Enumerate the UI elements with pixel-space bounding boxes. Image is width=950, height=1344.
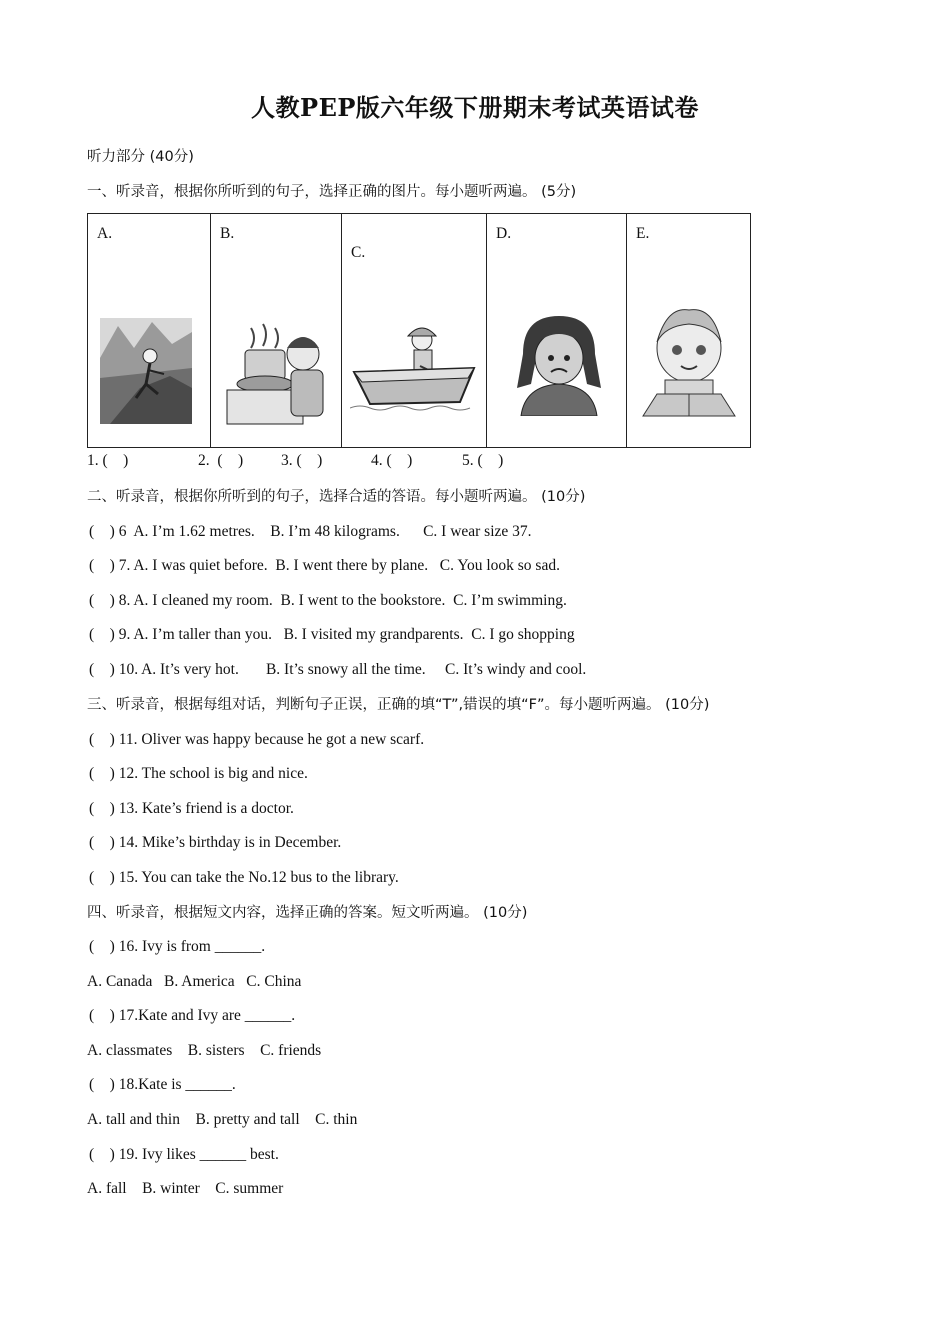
question-item: ( ) 16. Ivy is from ______. [89,938,266,955]
question-item: ( ) 8. A. I cleaned my room. B. I went to the bookstore. C. I’m swimming. [89,592,567,609]
listening-header: 听力部分 (40分) [87,149,194,165]
question-item: ( ) 18.Kate is ______. [89,1076,236,1093]
section2-heading: 二、听录音，根据你所听到的句子，选择合适的答语。每小题听两遍。 (10分) [87,489,586,505]
answer-blank-5[interactable]: 5. ( ) [462,452,504,469]
answer-options: A. classmates B. sisters C. friends [87,1042,322,1059]
picture-table [87,213,751,448]
section3-heading: 三、听录音，根据每组对话，判断句子正误，正确的填“T”,错误的填“F”。每小题听两遍。 (10分) [87,697,710,713]
question-item: ( ) 12. The school is big and nice. [89,765,308,782]
section1-heading: 一、听录音，根据你所听到的句子，选择正确的图片。每小题听两遍。 (5分) [87,184,577,200]
option-label-b: B. [220,225,235,242]
option-label-a: A. [97,225,113,242]
answer-options: A. Canada B. America C. China [87,973,302,990]
question-item: ( ) 15. You can take the No.12 bus to the library. [89,869,399,886]
picture-cell-c [342,214,487,448]
picture-cell-b [211,214,342,448]
answer-options: A. fall B. winter C. summer [87,1180,284,1197]
picture-cell-d [487,214,627,448]
picture-cell-a [88,214,211,448]
answer-options: A. tall and thin B. pretty and tall C. thin [87,1111,358,1128]
question-item: ( ) 11. Oliver was happy because he got a new scarf. [89,731,425,748]
boy-climbing-mountain-image [100,318,192,424]
question-item: ( ) 17.Kate and Ivy are ______. [89,1007,296,1024]
boy-rowing-boat-image [350,322,480,412]
page-title: 人教PEP版六年级下册期末考试英语试卷 [251,93,699,122]
question-item: ( ) 7. A. I was quiet before. B. I went there by plane. C. You look so sad. [89,557,560,574]
option-label-e: E. [636,225,650,242]
question-item: ( ) 10. A. It’s very hot. B. It’s snowy all the time. C. It’s windy and cool. [89,661,587,678]
picture-cell-e [627,214,751,448]
question-item: ( ) 19. Ivy likes ______ best. [89,1146,279,1163]
answer-blank-2[interactable]: 2. ( ) [198,452,244,469]
question-item: ( ) 13. Kate’s friend is a doctor. [89,800,294,817]
answer-blank-3[interactable]: 3. ( ) [281,452,323,469]
option-label-c: C. [351,244,366,261]
boy-eating-hotpot-image [221,318,329,426]
question-item: ( ) 14. Mike’s birthday is in December. [89,834,342,851]
section4-heading: 四、听录音，根据短文内容，选择正确的答案。短文听两遍。 (10分) [87,905,528,921]
answer-blank-1[interactable]: 1. ( ) [87,452,129,469]
option-label-d: D. [496,225,512,242]
answer-blank-4[interactable]: 4. ( ) [371,452,413,469]
question-item: ( ) 9. A. I’m taller than you. B. I visited my grandparents. C. I go shopping [89,626,575,643]
question-item: ( ) 6 A. I’m 1.62 metres. B. I’m 48 kilograms. C. I wear size 37. [89,523,532,540]
girl-sad-image [513,314,605,416]
boy-reading-book-image [635,308,743,420]
